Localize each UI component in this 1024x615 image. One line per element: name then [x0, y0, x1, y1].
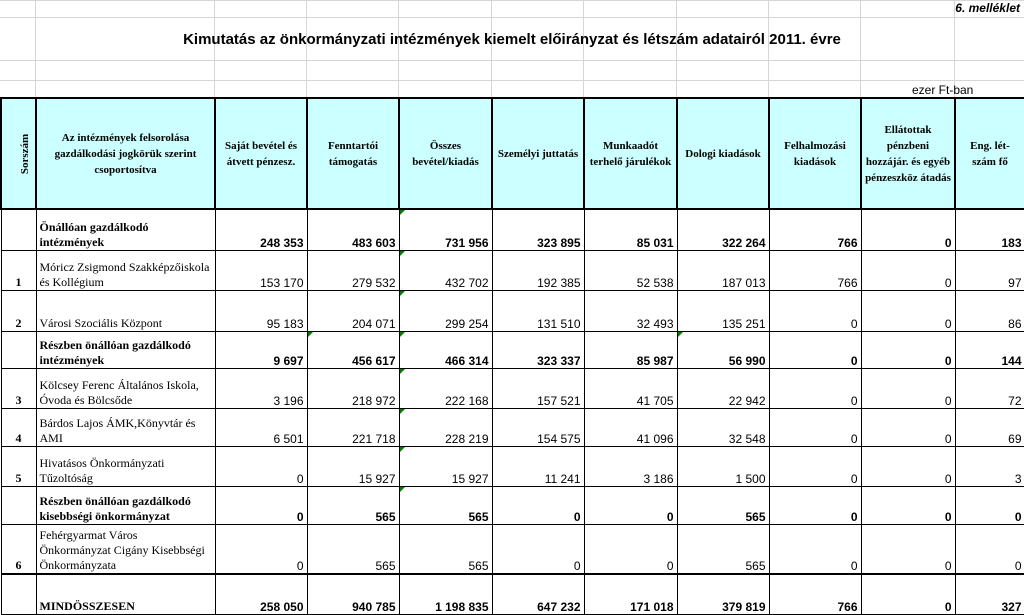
cell-personnel: 157 521	[492, 368, 584, 408]
cell-personnel: 0	[492, 524, 584, 574]
cell-support: 204 071	[307, 290, 399, 331]
cell-own-revenue: 0	[215, 446, 307, 486]
cell-personnel: 647 232	[492, 574, 584, 614]
cell-personnel: 192 385	[492, 250, 584, 290]
gridline	[491, 0, 492, 97]
row-name: Városi Szociális Központ	[36, 290, 215, 331]
cell-headcount: 72	[955, 368, 1024, 408]
cell-material: 565	[677, 486, 769, 524]
cell-employer-contrib: 41 705	[584, 368, 677, 408]
cell-transfers: 0	[861, 408, 955, 446]
row-name: Hivatásos Önkormányzati Tűzoltóság	[36, 446, 215, 486]
row-name: Önállóan gazdálkodó intézmények	[36, 209, 215, 250]
budget-table	[0, 97, 1024, 615]
cell-total-revenue: 466 314	[399, 331, 492, 368]
cell-capital: 0	[769, 446, 861, 486]
cell-own-revenue: 248 353	[215, 209, 307, 250]
cell-own-revenue: 95 183	[215, 290, 307, 331]
unit-label: ezer Ft-ban	[912, 83, 974, 97]
cell-employer-contrib: 32 493	[584, 290, 677, 331]
cell-own-revenue: 0	[215, 486, 307, 524]
row-name: Móricz Zsigmond Szakképzőiskola és Kollégium	[36, 250, 215, 290]
cell-support: 15 927	[307, 446, 399, 486]
cell-headcount: 183	[955, 209, 1024, 250]
cell-capital: 766	[769, 574, 861, 614]
gridline	[0, 60, 1024, 61]
row-name: Fehérgyarmat Város Önkormányzat Cigány Kisebbségi Önkormányzata	[36, 524, 215, 574]
table-row	[1, 524, 1024, 574]
sorszam-label: Sorszám	[19, 133, 32, 174]
cell-capital: 0	[769, 331, 861, 368]
gridline	[398, 0, 399, 97]
cell-transfers: 0	[861, 250, 955, 290]
cell-total-revenue: 299 254	[399, 290, 492, 331]
cell-material: 22 942	[677, 368, 769, 408]
row-name: Kölcsey Ferenc Általános Iskola, Óvoda és Bölcsőde	[36, 368, 215, 408]
cell-transfers: 0	[861, 446, 955, 486]
cell-personnel: 131 510	[492, 290, 584, 331]
cell-material: 322 264	[677, 209, 769, 250]
cell-headcount: 69	[955, 408, 1024, 446]
column-header-transfers: Ellátottak pénzbeni hozzájár. és egyéb pénzeszköz átadás	[861, 98, 955, 209]
cell-capital: 766	[769, 209, 861, 250]
cell-transfers: 0	[861, 486, 955, 524]
cell-personnel: 154 575	[492, 408, 584, 446]
column-header-name: Az intézmények felsorolása gazdálkodási jogkörük szerint csoportosítva	[36, 98, 215, 209]
row-name: Bárdos Lajos ÁMK,Könyvtár és AMI	[36, 408, 215, 446]
gridline	[583, 0, 584, 97]
cell-support: 221 718	[307, 408, 399, 446]
cell-support: 279 532	[307, 250, 399, 290]
row-index: 4	[1, 408, 36, 446]
cell-transfers: 0	[861, 574, 955, 614]
cell-material: 1 500	[677, 446, 769, 486]
cell-capital: 0	[769, 408, 861, 446]
cell-employer-contrib: 3 186	[584, 446, 677, 486]
table-row	[1, 250, 1024, 290]
table-row	[1, 486, 1024, 524]
cell-transfers: 0	[861, 331, 955, 368]
gridline	[306, 0, 307, 97]
gridline	[860, 0, 861, 97]
cell-own-revenue: 258 050	[215, 574, 307, 614]
cell-support: 218 972	[307, 368, 399, 408]
cell-personnel: 323 337	[492, 331, 584, 368]
table-row-total	[1, 574, 1024, 614]
cell-material: 135 251	[677, 290, 769, 331]
row-name: Részben önállóan gazdálkodó kisebbségi önkormányzat	[36, 486, 215, 524]
column-header-personnel: Személyi juttatás	[492, 98, 584, 209]
cell-total-revenue: 432 702	[399, 250, 492, 290]
cell-personnel: 0	[492, 486, 584, 524]
cell-total-revenue: 222 168	[399, 368, 492, 408]
cell-support: 940 785	[307, 574, 399, 614]
cell-headcount: 86	[955, 290, 1024, 331]
table-row	[1, 331, 1024, 368]
cell-employer-contrib: 85 987	[584, 331, 677, 368]
cell-transfers: 0	[861, 524, 955, 574]
cell-support: 456 617	[307, 331, 399, 368]
column-header-total-revenue: Összes bevétel/kiadás	[399, 98, 492, 209]
cell-own-revenue: 0	[215, 524, 307, 574]
cell-transfers: 0	[861, 209, 955, 250]
cell-material: 565	[677, 524, 769, 574]
row-index	[1, 486, 36, 524]
cell-total-revenue: 15 927	[399, 446, 492, 486]
cell-total-revenue: 1 198 835	[399, 574, 492, 614]
column-header-material: Dologi kiadások	[677, 98, 769, 209]
row-index: 6	[1, 524, 36, 574]
column-header-own-revenue: Saját bevétel és átvett pénzesz.	[215, 98, 307, 209]
gridline	[676, 0, 677, 97]
cell-transfers: 0	[861, 368, 955, 408]
cell-material: 56 990	[677, 331, 769, 368]
cell-capital: 0	[769, 486, 861, 524]
row-name: Részben önállóan gazdálkodó intézmények	[36, 331, 215, 368]
column-header-sorszam	[1, 98, 36, 209]
cell-headcount: 0	[955, 524, 1024, 574]
annex-label: 6. melléklet	[955, 1, 1020, 15]
column-header-capital: Felhalmozási kiadások	[769, 98, 861, 209]
cell-headcount: 144	[955, 331, 1024, 368]
gridline	[0, 0, 1024, 1]
table-row	[1, 408, 1024, 446]
gridline	[35, 0, 36, 97]
cell-headcount: 0	[955, 486, 1024, 524]
cell-transfers: 0	[861, 290, 955, 331]
cell-own-revenue: 9 697	[215, 331, 307, 368]
cell-own-revenue: 153 170	[215, 250, 307, 290]
cell-support: 565	[307, 524, 399, 574]
table-header-row	[1, 98, 1024, 209]
cell-total-revenue: 731 956	[399, 209, 492, 250]
row-index	[1, 331, 36, 368]
cell-capital: 0	[769, 524, 861, 574]
gridline	[214, 0, 215, 97]
cell-own-revenue: 6 501	[215, 408, 307, 446]
cell-capital: 0	[769, 290, 861, 331]
cell-support: 565	[307, 486, 399, 524]
row-index	[1, 209, 36, 250]
gridline	[0, 17, 1024, 18]
cell-employer-contrib: 171 018	[584, 574, 677, 614]
cell-support: 483 603	[307, 209, 399, 250]
cell-capital: 0	[769, 368, 861, 408]
table-row	[1, 209, 1024, 250]
table-row	[1, 368, 1024, 408]
row-index	[1, 574, 36, 614]
gridline	[768, 0, 769, 97]
gridline	[0, 80, 1024, 81]
cell-total-revenue: 565	[399, 486, 492, 524]
row-index: 1	[1, 250, 36, 290]
report-title: Kimutatás az önkormányzati intézmények kiemelt előirányzat és létszám adatairól 2011. évre	[183, 31, 841, 48]
cell-employer-contrib: 0	[584, 486, 677, 524]
cell-total-revenue: 228 219	[399, 408, 492, 446]
row-name: MINDÖSSZESEN	[36, 574, 215, 614]
cell-material: 187 013	[677, 250, 769, 290]
cell-material: 32 548	[677, 408, 769, 446]
cell-material: 379 819	[677, 574, 769, 614]
cell-personnel: 323 895	[492, 209, 584, 250]
cell-employer-contrib: 52 538	[584, 250, 677, 290]
cell-headcount: 97	[955, 250, 1024, 290]
cell-employer-contrib: 85 031	[584, 209, 677, 250]
table-row	[1, 290, 1024, 331]
cell-headcount: 3	[955, 446, 1024, 486]
cell-own-revenue: 3 196	[215, 368, 307, 408]
cell-headcount: 327	[955, 574, 1024, 614]
row-index: 2	[1, 290, 36, 331]
row-index: 5	[1, 446, 36, 486]
column-header-headcount: Eng. lét-szám fő	[955, 98, 1024, 209]
column-header-support: Fenntartói támogatás	[307, 98, 399, 209]
row-index: 3	[1, 368, 36, 408]
column-header-employer-contrib: Munkaadót terhelő járulékok	[584, 98, 677, 209]
cell-personnel: 11 241	[492, 446, 584, 486]
cell-capital: 766	[769, 250, 861, 290]
cell-employer-contrib: 41 096	[584, 408, 677, 446]
table-row	[1, 446, 1024, 486]
cell-employer-contrib: 0	[584, 524, 677, 574]
cell-total-revenue: 565	[399, 524, 492, 574]
